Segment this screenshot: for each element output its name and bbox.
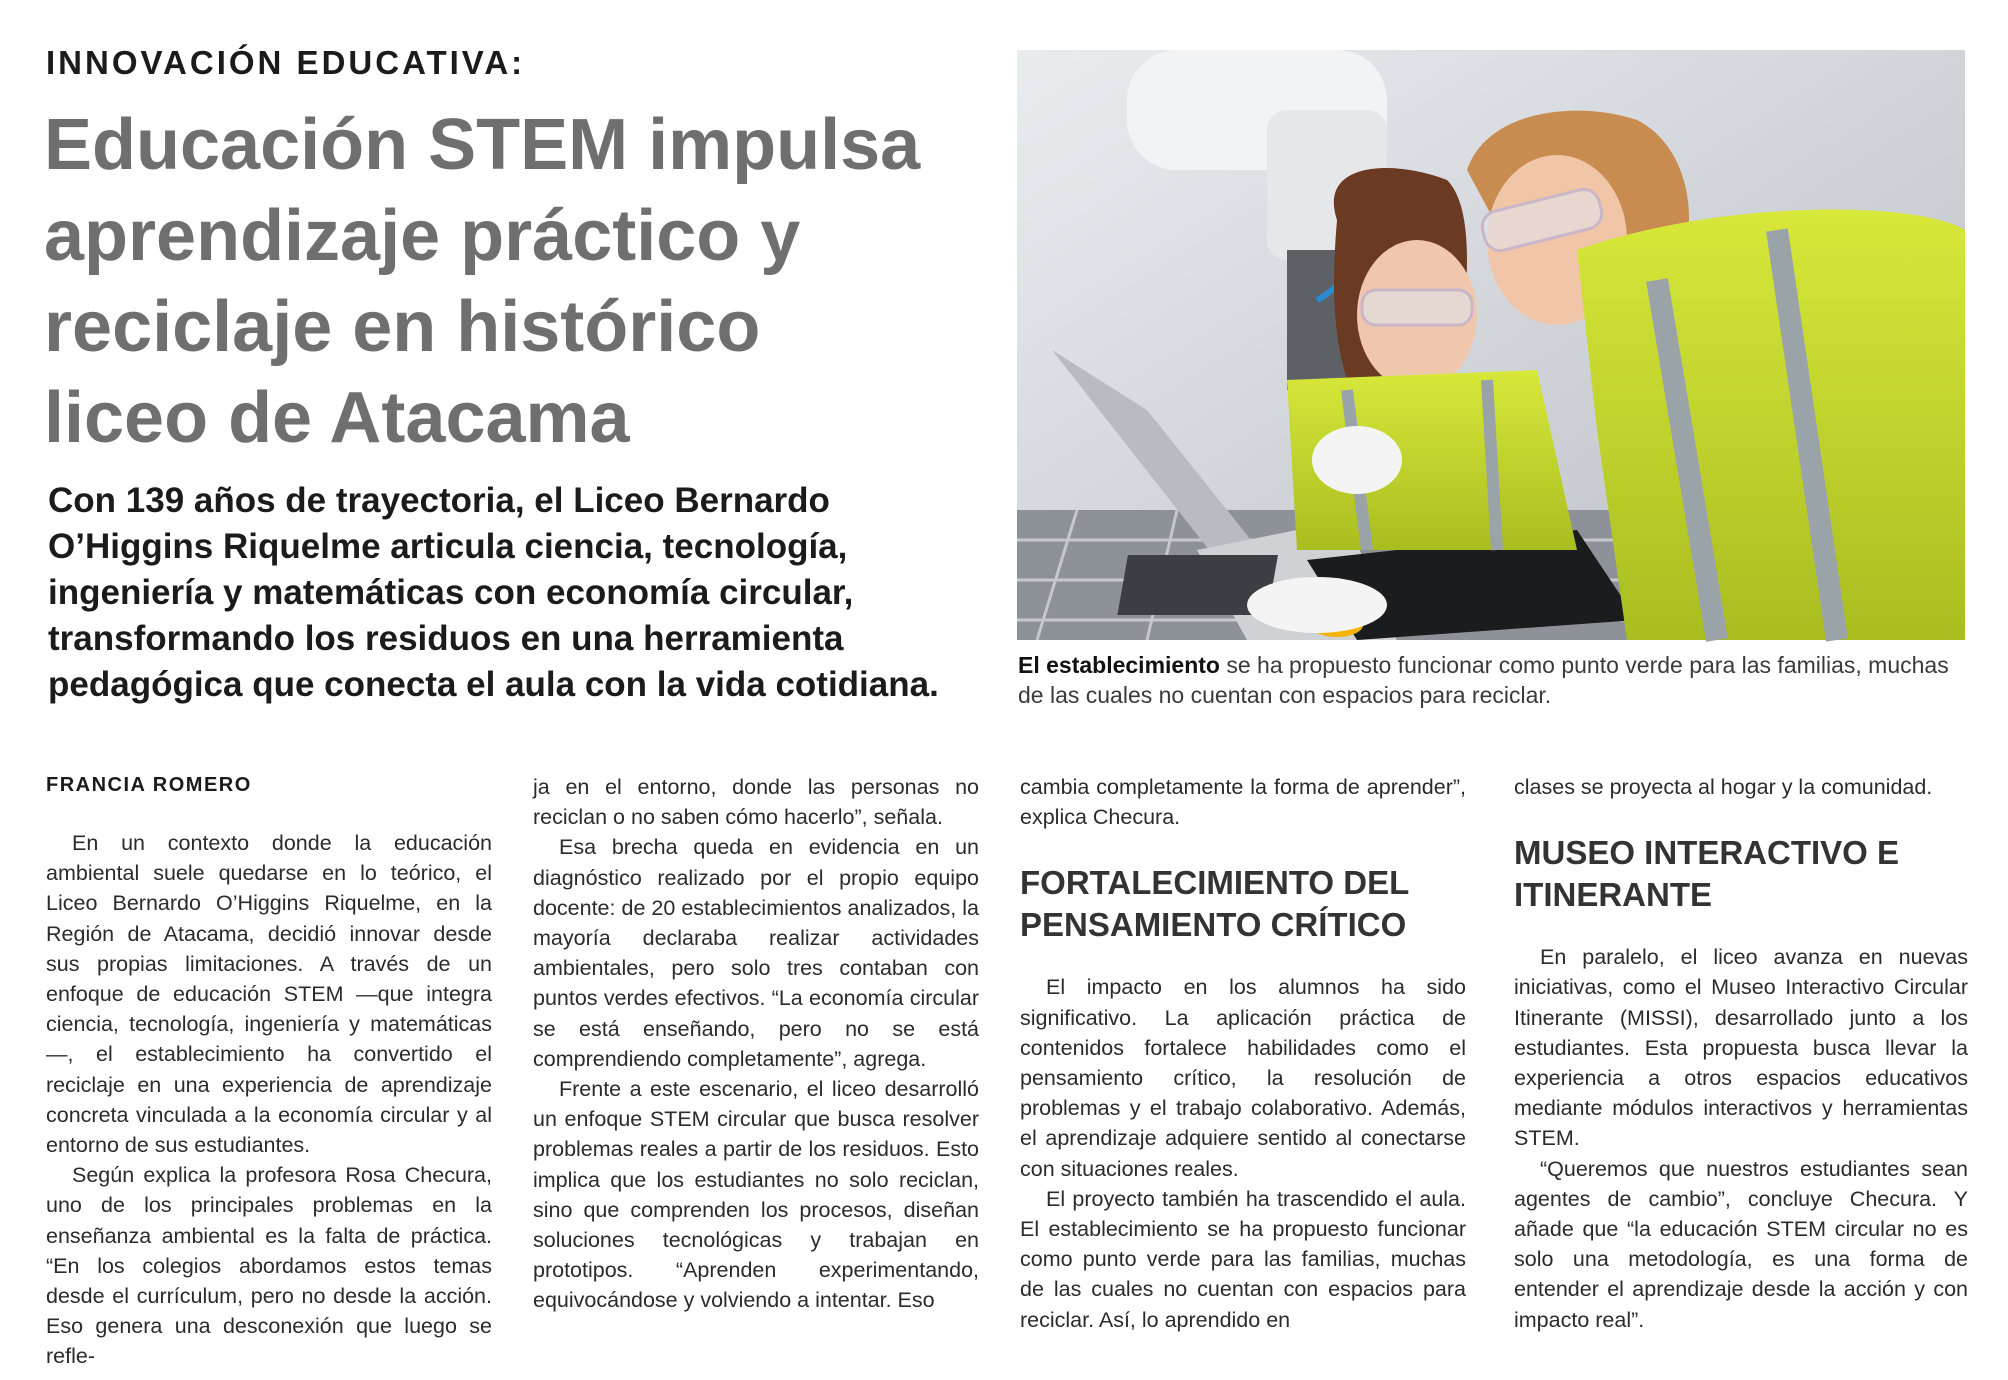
article-column-1: [46, 772, 492, 1369]
section-kicker: INNOVACIÓN EDUCATIVA:: [46, 44, 526, 81]
body-paragraph: El proyecto también ha trascendido el aula. El establecimiento se ha propuesto funcionar como punto verde para las familias, muchas de las cuales no cuentan con espacios para reciclar. Así, lo aprendido en: [1020, 1186, 1466, 1332]
article-column-3: [1020, 772, 1466, 1352]
photo-caption: [1018, 650, 1968, 710]
body-paragraph: En un contexto donde la educación ambiental suele quedarse en lo teórico, el Liceo Bernardo O’Higgins Riquelme, en la Región de Atacama, decidió innovar desde sus propias limitaciones. A través de un enfoque de educación STEM —que integra ciencia, tecnología, ingeniería y matemáticas—, el establecimiento ha convertido el reciclaje en una experiencia de aprendizaje concreta vinculada a la economía circular y al entorno de sus estudiantes.: [46, 831, 492, 1158]
article-column-4: [1514, 772, 1968, 1352]
body-paragraph: cambia completamente la forma de aprender”, explica Checura.: [1020, 775, 1466, 830]
body-paragraph: Frente a este escenario, el liceo desarrolló un enfoque STEM circular que busca resolver problemas reales a partir de los residuos. Esto implica que los estudiantes no solo reciclan, sino que comprenden los procesos, diseñan soluciones tecnológicas y trabajan en prototipos. “Aprenden experimentando, equivocándose y volviendo a intentar. Eso: [533, 1077, 979, 1313]
deck-summary: [48, 478, 1008, 708]
body-paragraph: El impacto en los alumnos ha sido significativo. La aplicación práctica de contenidos fortalece habilidades como el pensamiento crítico, la resolución de problemas y el trabajo colaborativo. Además, el aprendizaje adquiere sentido al conectarse con situaciones reales.: [1020, 975, 1466, 1181]
headline-line: Educación STEM impulsa: [44, 105, 921, 185]
headline-line: reciclaje en histórico: [44, 287, 761, 367]
article-photo: [1017, 50, 1965, 640]
deck-line: transformando los residuos en una herramienta: [48, 619, 844, 658]
body-paragraph: En paralelo, el liceo avanza en nuevas iniciativas, como el Museo Interactivo Circular Itinerante (MISSI), desarrollado junto a los estudiantes. Esta propuesta busca llevar la experiencia a otros espacios educativos mediante módulos interactivos y herramientas STEM.: [1514, 945, 1968, 1151]
deck-line: ingeniería y matemáticas con economía circular,: [48, 573, 854, 612]
byline: FRANCIA ROMERO: [46, 774, 252, 796]
body-paragraph: “Queremos que nuestros estudiantes sean agentes de cambio”, concluye Checura. Y añade que “la educación STEM circular no es solo una metodología, es una forma de entender el aprendizaje desde la acción y con impacto real”.: [1514, 1156, 1968, 1332]
deck-line: pedagógica que conecta el aula con la vida cotidiana.: [48, 665, 939, 704]
deck-line: O’Higgins Riquelme articula ciencia, tecnología,: [48, 527, 848, 566]
deck-line: Con 139 años de trayectoria, el Liceo Bernardo: [48, 481, 830, 520]
headline-line: liceo de Atacama: [44, 378, 630, 458]
section-subhead: MUSEO INTERACTIVO E ITINERANTE: [1514, 834, 1900, 914]
body-paragraph: Según explica la profesora Rosa Checura, uno de los principales problemas en la enseñanza ambiental es la falta de práctica. “En los colegios abordamos estos temas desde el currículum, pero no desde la acción. Eso genera una desconexión que luego se refle-: [46, 1163, 492, 1369]
body-paragraph: clases se proyecta al hogar y la comunidad.: [1514, 775, 1933, 799]
caption-text: se ha propuesto funcionar como punto verde para las familias, muchas de las cuales no cuentan con espacios para reciclar.: [1018, 652, 1949, 708]
headline: [44, 100, 1004, 464]
photo-illustration: [1017, 50, 1965, 640]
caption-lead: El establecimiento: [1018, 652, 1220, 678]
section-subhead: FORTALECIMIENTO DEL PENSAMIENTO CRÍTICO: [1020, 864, 1409, 944]
headline-line: aprendizaje práctico y: [44, 196, 801, 276]
article-column-2: [533, 772, 979, 1352]
body-paragraph: ja en el entorno, donde las personas no reciclan o no saben cómo hacerlo”, señala.: [533, 775, 979, 830]
body-paragraph: Esa brecha queda en evidencia en un diagnóstico realizado por el propio equipo docente: de 20 establecimientos analizados, la mayoría declaraba realizar actividades ambientales, pero solo tres contaban con puntos verdes efectivos. “La economía circular se está enseñando, pero no se está comprendiendo completamente”, agrega.: [533, 835, 979, 1071]
